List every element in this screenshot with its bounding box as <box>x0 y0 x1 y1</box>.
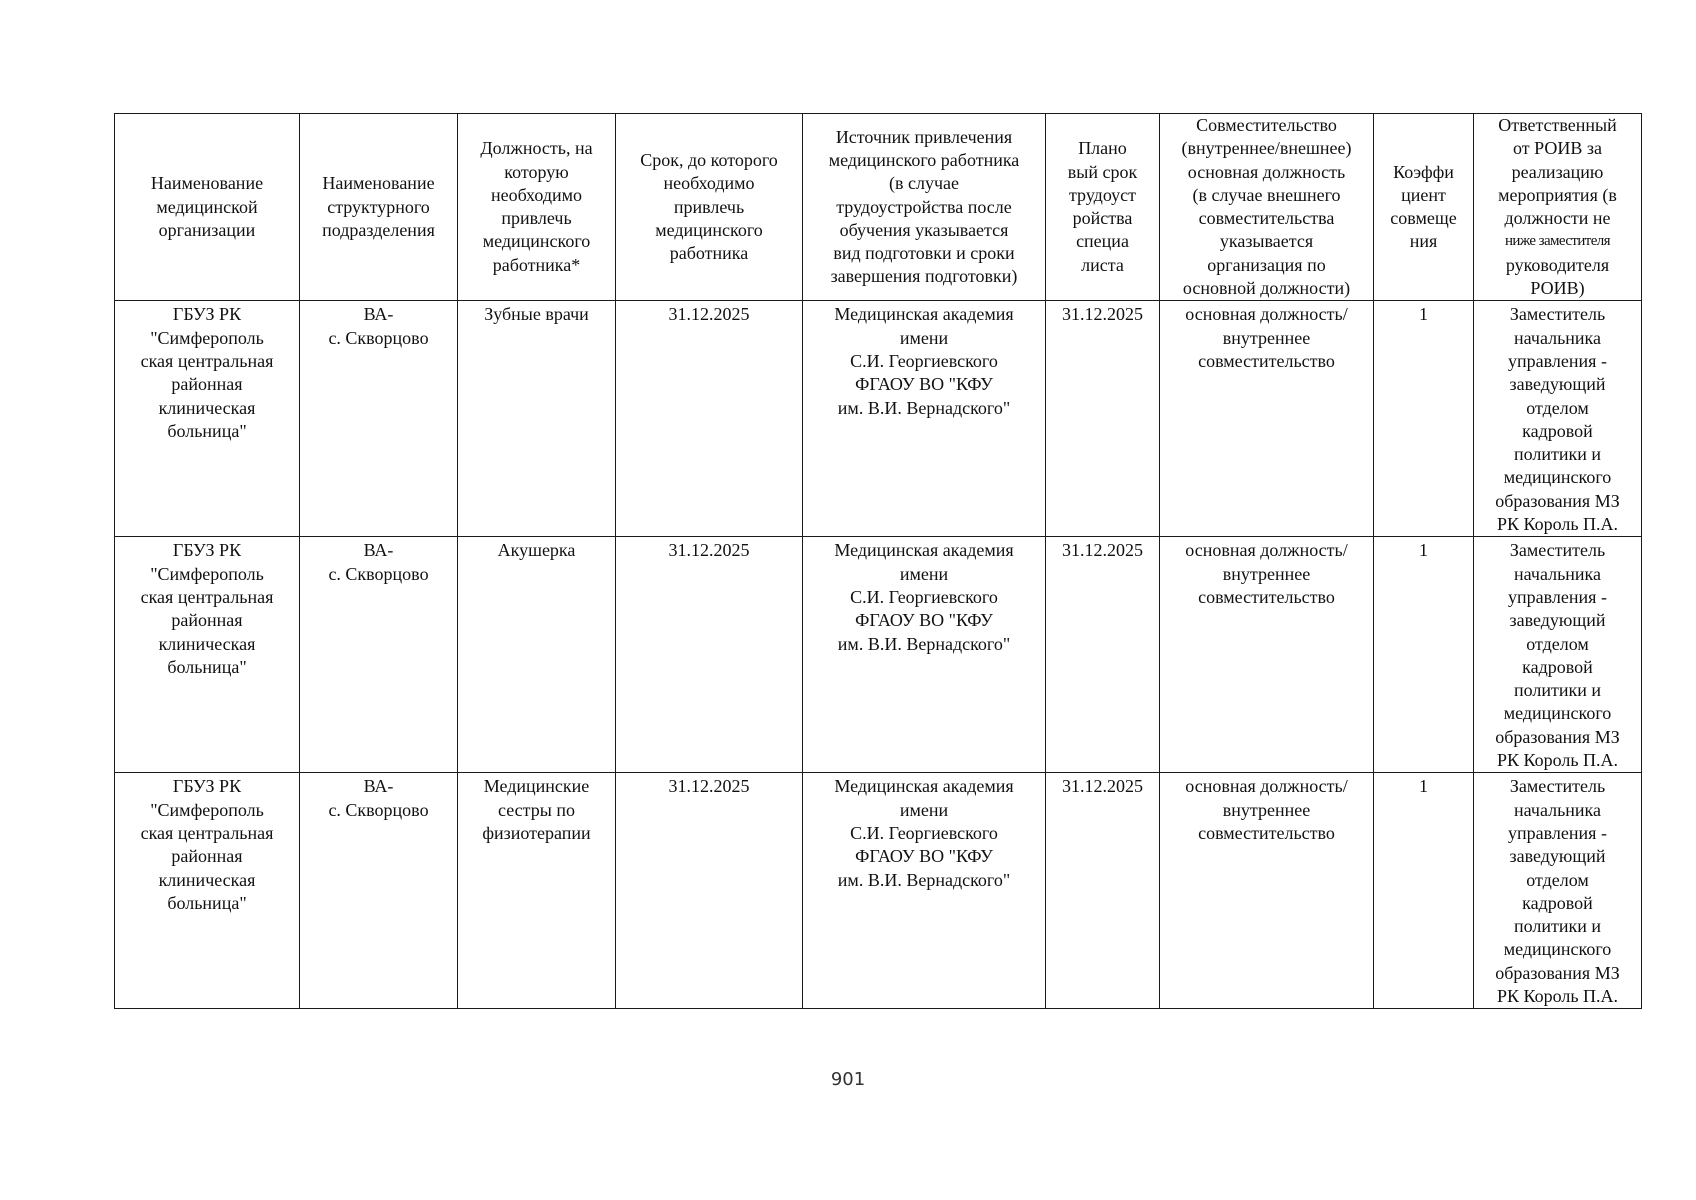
cell-line: руководителя <box>1505 254 1610 275</box>
cell-line: которую <box>504 161 569 182</box>
cell-responsible <box>1474 537 1642 773</box>
cell-line: совместительство <box>1198 822 1335 843</box>
cell-line: районная <box>171 846 243 867</box>
cell-line: структурного <box>327 196 430 217</box>
cell-subdivision <box>300 773 458 1009</box>
cell-responsible <box>1474 773 1642 1009</box>
cell-line: Медицинская академия <box>834 776 1014 797</box>
cell-line: "Симферополь <box>150 327 264 348</box>
cell-line: ния <box>1409 231 1438 252</box>
cell-line: завершения подготовки) <box>830 266 1018 287</box>
cell-line: вый срок <box>1067 161 1138 182</box>
cell-line: 31.12.2025 <box>668 540 750 561</box>
header-deadline <box>616 114 803 301</box>
cell-line: Заместитель <box>1509 304 1606 325</box>
cell-line: с. Скворцово <box>328 563 429 584</box>
cell-line: С.И. Георгиевского <box>850 350 998 371</box>
cell-line: медицинского <box>482 231 591 252</box>
cell-line: управления - <box>1508 350 1607 371</box>
cell-source <box>803 773 1046 1009</box>
cell-line: специа <box>1076 231 1129 252</box>
cell-line: 1 <box>1419 304 1428 325</box>
cell-line: ВА- <box>363 304 394 325</box>
cell-combination <box>1160 773 1374 1009</box>
cell-line: необходимо <box>490 184 583 205</box>
cell-line: медицинского <box>1503 467 1612 488</box>
cell-line: заведующий <box>1509 374 1606 395</box>
cell-line: медицинской <box>156 196 258 217</box>
cell-line: совмеще <box>1390 208 1457 229</box>
cell-line: 1 <box>1419 776 1428 797</box>
cell-line: 31.12.2025 <box>1062 776 1143 797</box>
cell-line: основная должность <box>1187 161 1346 182</box>
header-subdivision <box>300 114 458 301</box>
cell-line: привлечь <box>673 196 745 217</box>
cell-line: медицинского <box>655 219 763 240</box>
cell-line: имени <box>899 563 949 584</box>
cell-line: кадровой <box>1522 892 1593 913</box>
cell-line: больница" <box>167 656 247 677</box>
cell-line: политики и <box>1513 916 1602 937</box>
cell-source <box>803 537 1046 773</box>
cell-line: РК Король П.А. <box>1496 985 1619 1006</box>
cell-line: кадровой <box>1522 656 1593 677</box>
cell-line: управления - <box>1508 586 1607 607</box>
cell-line: ФГАОУ ВО "КФУ <box>855 846 993 867</box>
cell-combination <box>1160 301 1374 537</box>
cell-organization <box>115 301 300 537</box>
cell-line: отделом <box>1526 633 1589 654</box>
cell-line: ская центральная <box>140 586 274 607</box>
cell-line: медицинского <box>1503 703 1612 724</box>
cell-line: обучения указывается <box>839 219 1009 240</box>
cell-line: образования МЗ <box>1495 726 1620 747</box>
header-responsible <box>1474 114 1642 301</box>
cell-line: ФГАОУ ВО "КФУ <box>855 610 993 631</box>
cell-combination <box>1160 537 1374 773</box>
cell-line: 31.12.2025 <box>668 304 750 325</box>
cell-line: Медицинская академия <box>834 304 1014 325</box>
header-planned-date <box>1046 114 1160 301</box>
cell-organization <box>115 773 300 1009</box>
cell-line: отделом <box>1526 397 1589 418</box>
cell-line: (в случае внешнего <box>1192 184 1341 205</box>
cell-line: ГБУЗ РК <box>172 540 242 561</box>
cell-line: совместительство <box>1198 586 1335 607</box>
cell-line: физиотерапии <box>482 822 591 843</box>
cell-line: Коэффи <box>1393 161 1454 182</box>
cell-line: политики и <box>1513 680 1602 701</box>
cell-line: 1 <box>1419 540 1428 561</box>
cell-line: ская центральная <box>140 350 274 371</box>
cell-line: РК Король П.А. <box>1496 750 1619 771</box>
cell-line: (внутреннее/внешнее) <box>1181 138 1352 159</box>
cell-line: реализацию <box>1511 161 1604 182</box>
page-number: 901 <box>830 1069 866 1090</box>
cell-line: управления - <box>1508 822 1607 843</box>
cell-organization <box>115 537 300 773</box>
cell-line: клиническая <box>158 397 256 418</box>
table-body <box>115 301 1642 1009</box>
cell-line: вид подготовки и сроки <box>833 243 1015 264</box>
cell-line: больница" <box>167 420 247 441</box>
cell-coefficient <box>1374 773 1474 1009</box>
cell-line: "Симферополь <box>150 799 264 820</box>
cell-line: Заместитель <box>1509 540 1606 561</box>
cell-line: ВА- <box>363 540 394 561</box>
cell-line: привлечь <box>501 208 572 229</box>
cell-line: мероприятия (в <box>1498 184 1617 205</box>
cell-line: Источник привлечения <box>835 126 1013 147</box>
cell-line: листа <box>1081 254 1124 275</box>
cell-source <box>803 301 1046 537</box>
cell-subdivision <box>300 537 458 773</box>
header-source <box>803 114 1046 301</box>
cell-line: С.И. Георгиевского <box>850 822 998 843</box>
cell-line: начальника <box>1513 563 1602 584</box>
header-organization <box>115 114 300 301</box>
cell-position <box>458 537 616 773</box>
cell-line: основная должность/ <box>1185 540 1348 561</box>
cell-line: трудоустройства после <box>836 196 1012 217</box>
cell-line: сестры по <box>498 799 575 820</box>
cell-line: от РОИВ за <box>1513 138 1602 159</box>
cell-line: больница" <box>167 892 247 913</box>
cell-line: работника* <box>492 254 581 275</box>
cell-line: совместительство <box>1198 350 1335 371</box>
cell-line: отделом <box>1526 869 1589 890</box>
cell-position <box>458 773 616 1009</box>
cell-line: клиническая <box>158 633 256 654</box>
cell-line: необходимо <box>663 173 755 194</box>
cell-line: политики и <box>1513 444 1602 465</box>
cell-line: 31.12.2025 <box>1062 304 1143 325</box>
cell-line: медицинского работника <box>828 149 1020 170</box>
cell-line: трудоуст <box>1068 184 1137 205</box>
cell-line: заведующий <box>1509 610 1606 631</box>
cell-line: основная должность/ <box>1185 304 1348 325</box>
cell-coefficient <box>1374 537 1474 773</box>
header-coefficient <box>1374 114 1474 301</box>
cell-line: внутреннее <box>1222 327 1311 348</box>
table-row <box>115 301 1642 537</box>
header-combination <box>1160 114 1374 301</box>
cell-line: им. В.И. Вернадского" <box>837 633 1011 654</box>
cell-line: Наименование <box>150 173 264 194</box>
staffing-table <box>114 113 1642 1009</box>
cell-line: организация по <box>1207 254 1326 275</box>
cell-line: Должность, на <box>480 138 593 159</box>
cell-coefficient <box>1374 301 1474 537</box>
cell-line: Зубные врачи <box>484 304 589 325</box>
cell-line: РОИВ) <box>1530 278 1585 299</box>
header-position <box>458 114 616 301</box>
cell-line: должности не <box>1504 208 1611 229</box>
cell-line: Плано <box>1078 138 1127 159</box>
cell-line: Медицинская академия <box>834 540 1014 561</box>
cell-line: совместительства <box>1198 208 1335 229</box>
cell-line: начальника <box>1513 799 1602 820</box>
cell-subdivision <box>300 301 458 537</box>
cell-line: с. Скворцово <box>328 327 429 348</box>
cell-deadline <box>616 773 803 1009</box>
cell-line: 31.12.2025 <box>668 776 750 797</box>
cell-deadline <box>616 537 803 773</box>
cell-line: им. В.И. Вернадского" <box>837 397 1011 418</box>
cell-line: РК Король П.А. <box>1496 514 1619 535</box>
cell-line: Заместитель <box>1509 776 1606 797</box>
cell-line: (в случае <box>889 173 959 194</box>
cell-line: основная должность/ <box>1185 776 1348 797</box>
cell-planned-date <box>1046 301 1160 537</box>
cell-line: подразделения <box>322 219 435 240</box>
cell-line: районная <box>171 610 243 631</box>
cell-line: Срок, до которого <box>640 149 778 170</box>
cell-line: 31.12.2025 <box>1062 540 1143 561</box>
cell-line: внутреннее <box>1222 799 1311 820</box>
cell-line: заведующий <box>1509 846 1606 867</box>
cell-line: медицинского <box>1503 939 1612 960</box>
cell-position <box>458 301 616 537</box>
cell-line: основной должности) <box>1182 278 1351 299</box>
cell-line: указывается <box>1219 231 1314 252</box>
cell-line: кадровой <box>1522 420 1593 441</box>
cell-responsible <box>1474 301 1642 537</box>
cell-line: ФГАОУ ВО "КФУ <box>855 374 993 395</box>
cell-line: организации <box>158 219 256 240</box>
cell-line: имени <box>899 799 949 820</box>
cell-line: ГБУЗ РК <box>172 776 242 797</box>
cell-line: образования МЗ <box>1495 490 1620 511</box>
cell-line: ниже заместителя <box>1505 233 1610 250</box>
table-header-row <box>115 114 1642 301</box>
cell-line: имени <box>899 327 949 348</box>
cell-line: "Симферополь <box>150 563 264 584</box>
cell-line: работника <box>669 243 749 264</box>
cell-line: Ответственный <box>1498 115 1617 135</box>
cell-deadline <box>616 301 803 537</box>
cell-line: районная <box>171 374 243 395</box>
cell-line: С.И. Георгиевского <box>850 586 998 607</box>
cell-planned-date <box>1046 537 1160 773</box>
cell-line: им. В.И. Вернадского" <box>837 869 1011 890</box>
cell-line: Наименование <box>322 173 435 194</box>
cell-line: циент <box>1401 184 1446 205</box>
cell-line: с. Скворцово <box>328 799 429 820</box>
cell-line: ройства <box>1072 208 1133 229</box>
cell-line: Акушерка <box>497 540 576 561</box>
cell-line: клиническая <box>158 869 256 890</box>
cell-line: Медицинские <box>483 776 590 797</box>
cell-line: образования МЗ <box>1495 962 1620 983</box>
cell-line: Совместительство <box>1196 115 1337 135</box>
cell-line: внутреннее <box>1222 563 1311 584</box>
cell-line: ГБУЗ РК <box>172 304 242 325</box>
table-row <box>115 537 1642 773</box>
cell-planned-date <box>1046 773 1160 1009</box>
cell-line: ская центральная <box>140 822 274 843</box>
table-row <box>115 773 1642 1009</box>
cell-line: начальника <box>1513 327 1602 348</box>
cell-line: ВА- <box>363 776 394 797</box>
